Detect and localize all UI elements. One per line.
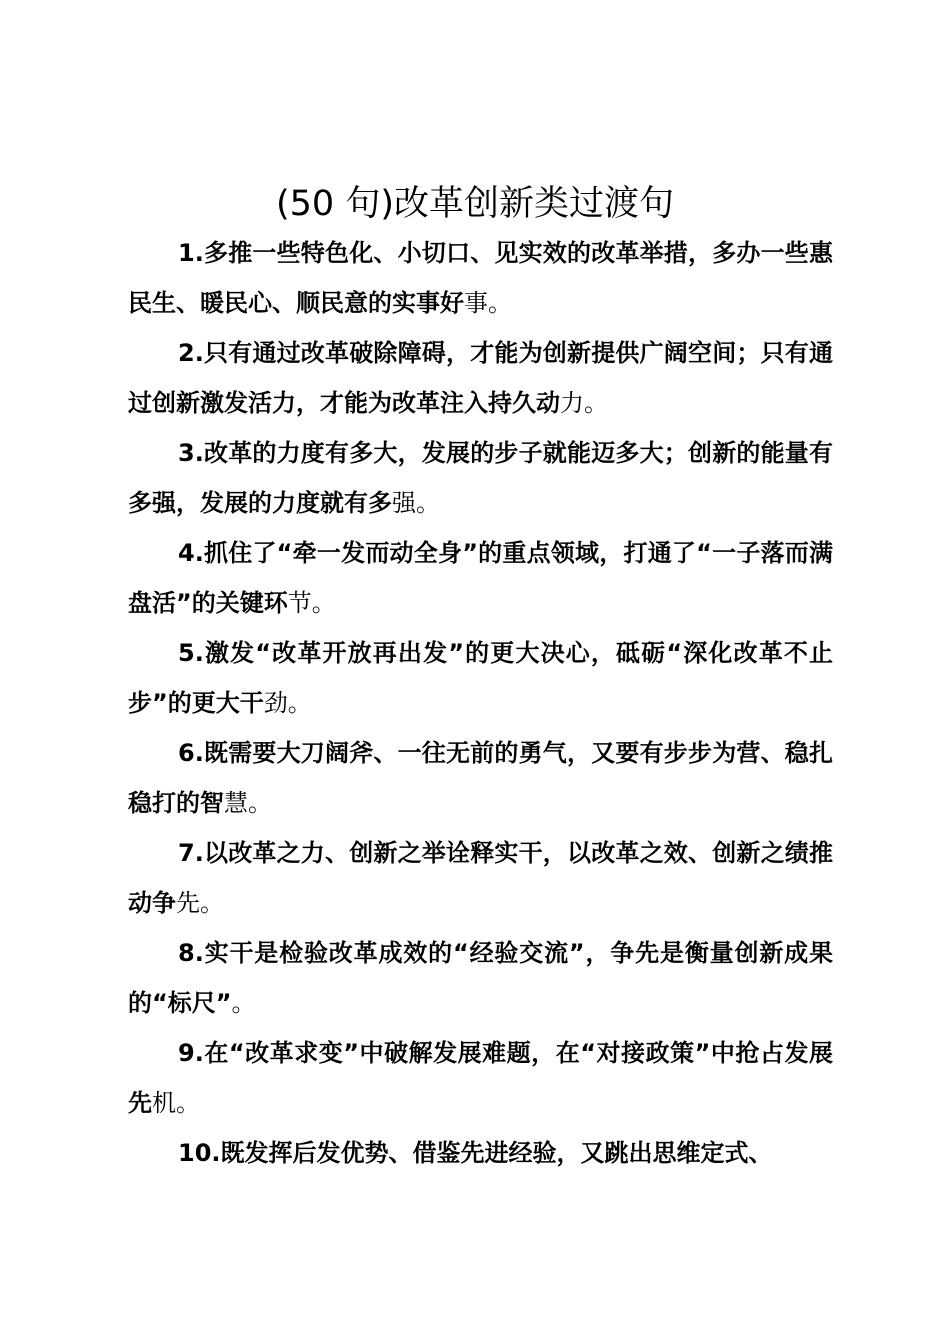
paragraph-text: 4.抓住了“牵一发而动全身”的重点领域，打通了“一子落而满盘活”的关键环 xyxy=(128,539,833,617)
paragraph-10 xyxy=(128,1128,833,1178)
paragraph-8 xyxy=(128,928,833,1028)
paragraph-tail: 慧。 xyxy=(224,789,272,817)
paragraph-tail: 。 xyxy=(231,989,256,1017)
paragraph-tail: 劲。 xyxy=(263,689,312,717)
paragraph-text: 3.改革的力度有多大，发展的步子就能迈多大；创新的能量有多强，发展的力度就有多 xyxy=(128,439,833,517)
paragraph-tail: 先。 xyxy=(176,889,224,917)
paragraph-text: 2.只有通过改革破除障碍，才能为创新提供广阔空间；只有通过创新激发活力，才能为改革注入持久动 xyxy=(128,339,833,417)
paragraph-3 xyxy=(128,428,833,528)
paragraph-text: 7.以改革之力、创新之举诠释实干，以改革之效、创新之绩推动争 xyxy=(128,839,833,917)
paragraph-text: 1.多推一些特色化、小切口、见实效的改革举措，多办一些惠民生、暖民心、顺民意的实事好 xyxy=(128,239,833,317)
paragraph-9 xyxy=(128,1028,833,1128)
paragraph-1 xyxy=(128,228,833,328)
paragraph-5 xyxy=(128,628,833,728)
paragraph-text: 9.在“改革求变”中破解发展难题，在“对接政策”中抢占发展先 xyxy=(128,1039,833,1117)
paragraph-tail: 力。 xyxy=(560,389,608,417)
paragraph-text: 8.实干是检验改革成效的“经验交流”，争先是衡量创新成果的“标尺” xyxy=(128,939,833,1017)
document-title: (50 句)改革创新类过渡句 xyxy=(276,184,674,224)
paragraph-2 xyxy=(128,328,833,428)
paragraph-tail: 节。 xyxy=(287,589,336,617)
document-body xyxy=(128,228,833,1178)
paragraph-tail: 机。 xyxy=(152,1089,200,1117)
paragraph-tail: 事。 xyxy=(464,289,512,317)
paragraph-tail: 强。 xyxy=(392,489,440,517)
paragraph-text: 10.既发挥后发优势、借鉴先进经验，又跳出思维定式、 xyxy=(178,1139,773,1167)
paragraph-text: 6.既需要大刀阔斧、一往无前的勇气，又要有步步为营、稳扎稳打的智 xyxy=(128,739,833,817)
paragraph-7 xyxy=(128,828,833,928)
paragraph-text: 5.激发“改革开放再出发”的更大决心，砥砺“深化改革不止步”的更大干 xyxy=(128,639,833,717)
paragraph-6 xyxy=(128,728,833,828)
paragraph-4 xyxy=(128,528,833,628)
